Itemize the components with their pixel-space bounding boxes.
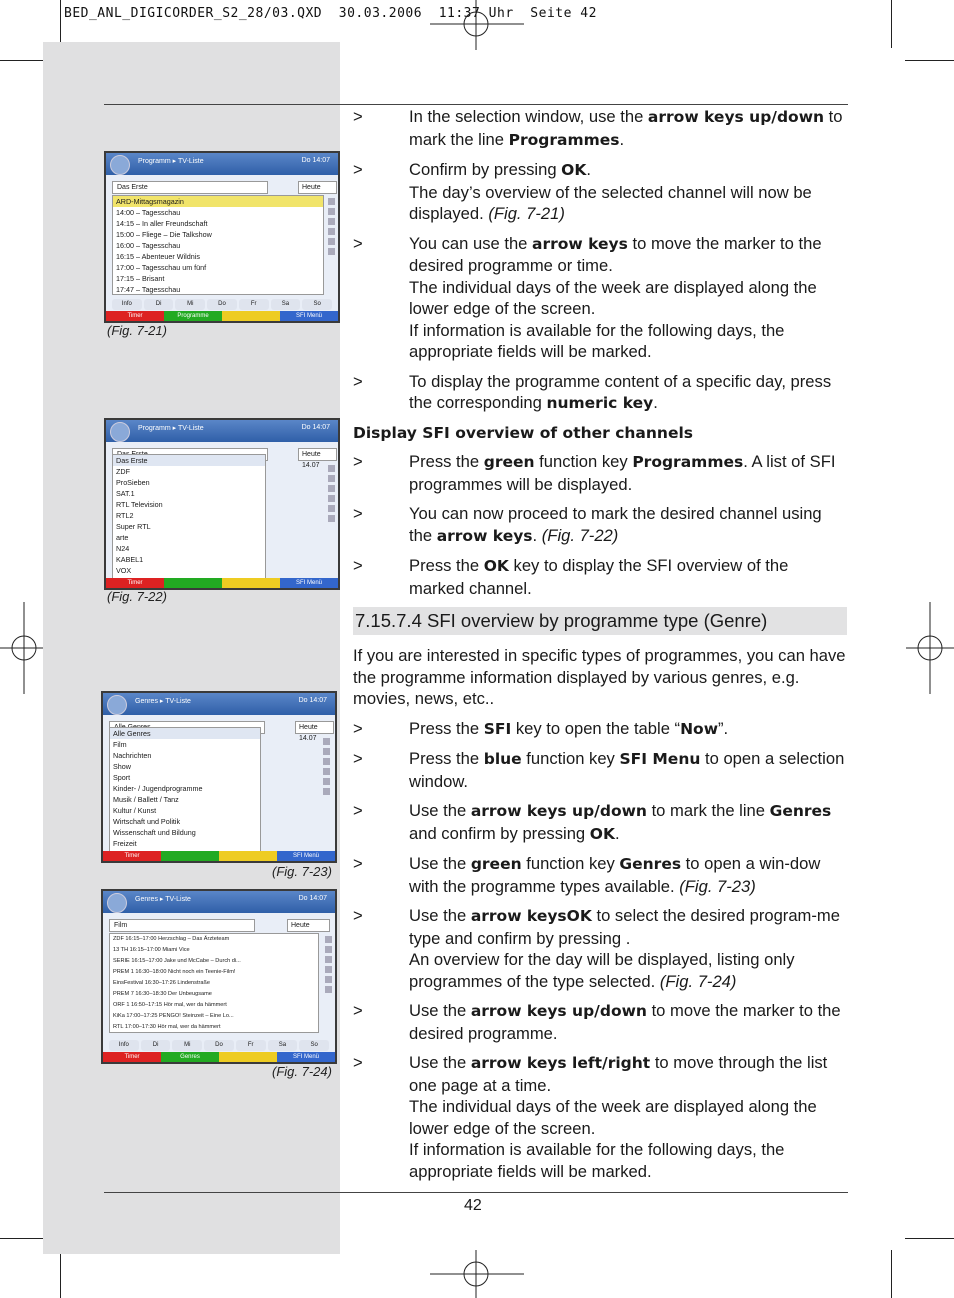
figure-7-24-screen: Genres ▸ TV-Liste Do 14:07 Film Heute ZDF 16:15–17:00 Herzschlag – Das Ärzteteam 13 TH 16:15–17:00 Miami Vice SERIE 16:15–17:00 Jake und McCabe – Durch di... PREM 1 16:30–18:00 Nicht noch ein Teenie-Film! EinsFestival 16:30–17:26 Lindenstraße PREM 7 16:30–18:30 Der Unbeugsame ORF 1 16:50–17:15 Hör mal, wer da hämmert KiKa 17:00–17:25 PENGO! Steinzeit – Eine Lo... RTL 17:00–17:30 Hör mal, wer da hämmert Info Di Mi Do Fr Sa So Timer Genres SFI Menü <box>101 889 337 1064</box>
bullet-marker: > <box>353 1053 363 1072</box>
key-term: OK <box>589 824 615 843</box>
crop-mark <box>891 0 892 48</box>
day-button: Di <box>144 299 174 310</box>
instruction-column <box>353 106 847 1190</box>
instruction-text: Use the arrow keys up/down to move the marker to the desired programme. <box>409 1001 841 1043</box>
instruction-text: Press the SFI key to open the table “Now”. <box>409 718 729 738</box>
instruction-note: An overview for the day will be displayed, listing only programmes of the type selected. (Fig. 7-24) <box>409 950 795 991</box>
day-button: Info <box>109 1040 139 1051</box>
instruction-note: The individual days of the week are displayed along the lower edge of the screen. <box>409 1097 817 1138</box>
section-heading: 7.15.7.4 SFI overview by programme type (Genre) <box>353 607 847 635</box>
file-header: BED_ANL_DIGICORDER_S2_28/03.QXD 30.03.2006 11:37 Uhr Seite 42 <box>64 6 597 21</box>
list-item: ARD-Mittagsmagazin <box>113 196 323 207</box>
instruction-item <box>353 1052 847 1182</box>
figure-7-22-screen: Programm ▸ TV-Liste Do 14:07 Heute 14.07 Das Erste ZDF ProSieben SAT.1 RTL Television RTL2 Super RTL arte N24 KABEL1 VOX Timer SFI Menü <box>104 418 340 590</box>
list-item: arte <box>116 533 129 542</box>
key-term: arrow keys up/down <box>470 1002 647 1020</box>
instruction-item <box>353 1000 847 1044</box>
list-item: Freizeit <box>113 839 137 848</box>
figure-caption: (Fig. 7-22) <box>107 589 167 604</box>
function-key: Timer <box>106 311 164 321</box>
key-term: Programmes <box>508 130 620 149</box>
list-item: 14:00 – Tagesschau <box>116 208 181 217</box>
key-term: arrow keys <box>436 526 533 545</box>
instruction-item <box>353 159 847 225</box>
function-key <box>222 311 280 321</box>
list-item: Film <box>113 740 127 749</box>
bullet-marker: > <box>353 1001 363 1020</box>
figure-caption: (Fig. 7-24) <box>272 1064 332 1079</box>
list-item: Musik / Ballett / Tanz <box>113 795 179 804</box>
day-button: Sa <box>268 1040 298 1051</box>
instruction-item <box>353 905 847 992</box>
key-term: arrow keys left/right <box>470 1054 651 1072</box>
function-key: SFI Menü <box>280 578 338 588</box>
top-rule <box>104 104 848 105</box>
list-item: 14:15 – In aller Freundschaft <box>116 219 208 228</box>
list-item: ZDF <box>116 467 130 476</box>
figure-caption: (Fig. 7-23) <box>272 864 332 879</box>
day-button: Fr <box>239 299 269 310</box>
list-item: 17:47 – Tagesschau <box>116 285 181 294</box>
figure-caption: (Fig. 7-21) <box>107 323 167 338</box>
bullet-marker: > <box>353 801 363 820</box>
bottom-rule <box>104 1192 848 1193</box>
list-item: SAT.1 <box>116 489 135 498</box>
key-term: Programmes <box>632 453 744 471</box>
function-key: SFI Menü <box>277 851 335 861</box>
crop-mark <box>0 60 48 61</box>
instruction-note: The individual days of the week are displayed along the lower edge of the screen. <box>409 277 817 318</box>
list-item: RTL2 <box>116 511 134 520</box>
key-term: Genres <box>619 855 682 873</box>
instruction-item <box>353 718 847 741</box>
key-term: arrow keys up/down <box>470 802 647 820</box>
key-term: arrow keys <box>532 234 628 253</box>
instruction-item <box>353 555 847 599</box>
instruction-item <box>353 371 847 415</box>
instruction-text: Confirm by pressing OK. <box>409 160 591 179</box>
crop-mark <box>905 60 954 61</box>
day-button: Fr <box>236 1040 266 1051</box>
registration-mark <box>906 602 954 694</box>
instruction-note: If information is available for the following days, the appropriate fields will be marked. <box>409 1140 785 1181</box>
key-term: numeric key <box>546 394 654 412</box>
list-item: PREM 1 16:30–18:00 Nicht noch ein Teenie-Film! <box>113 969 236 975</box>
function-key: Timer <box>106 578 164 588</box>
list-item: Wirtschaft und Politik <box>113 817 181 826</box>
crop-mark <box>905 1238 954 1239</box>
key-term: SFI <box>483 719 512 738</box>
bullet-marker: > <box>353 160 363 179</box>
bullet-marker: > <box>353 504 363 523</box>
instruction-text: To display the programme content of a specific day, press the corresponding numeric key. <box>409 371 832 412</box>
list-item: Show <box>113 762 131 771</box>
bullet-marker: > <box>353 233 363 253</box>
list-item: ProSieben <box>116 478 150 487</box>
instruction-text: You can use the arrow keys to move the marker to the desired programme or time. <box>409 233 822 275</box>
function-key: Genres <box>161 1052 219 1062</box>
crop-mark <box>60 0 61 48</box>
key-term: arrow keys <box>470 907 567 925</box>
function-key <box>164 578 222 588</box>
list-item: PREM 7 16:30–18:30 Der Unbeugsame <box>113 991 212 997</box>
crop-mark <box>891 1250 892 1298</box>
function-key <box>222 578 280 588</box>
figure-ref: (Fig. 7-21) <box>488 204 565 223</box>
instruction-item <box>353 853 847 897</box>
instruction-note: The day’s overview of the selected channel will now be displayed. (Fig. 7-21) <box>409 182 812 223</box>
key-term: Now <box>680 719 719 738</box>
list-item: KABEL1 <box>116 555 144 564</box>
key-term: green <box>470 855 522 873</box>
instruction-item <box>353 503 847 547</box>
list-item: 15:00 – Fliege – Die Talkshow <box>116 230 212 239</box>
bullet-marker: > <box>353 107 363 126</box>
function-key <box>161 851 219 861</box>
figure-7-21-screen: Programm ▸ TV-Liste Do 14:07 Das Erste Heute ARD-Mittagsmagazin 14:00 – Tagesschau 14:15 – In aller Freundschaft 15:00 – Fliege – Die Talkshow 16:00 – Tagesschau 16:15 – Abenteuer Wildnis 17:00 – Tagesschau um fünf 17:15 – Brisant 17:47 – Tagesschau Info Di Mi Do Fr Sa So Timer Programme SFI Menü <box>104 151 340 323</box>
day-button: Mi <box>175 299 205 310</box>
day-button: So <box>299 1040 329 1051</box>
figure-ref: (Fig. 7-23) <box>679 876 756 896</box>
list-item: Nachrichten <box>113 751 152 760</box>
list-item: 13 TH 16:15–17:00 Miami Vice <box>113 947 190 953</box>
instruction-text: You can now proceed to mark the desired channel using the arrow keys. (Fig. 7-22) <box>409 504 822 545</box>
bullet-marker: > <box>353 452 363 471</box>
list-item: SERIE 16:15–17:00 Jake und McCabe – Durch di... <box>113 958 241 964</box>
list-item: VOX <box>116 566 132 575</box>
instruction-item <box>353 233 847 363</box>
function-key: Timer <box>103 1052 161 1062</box>
day-button: Do <box>204 1040 234 1051</box>
list-item: RTL 17:00–17:30 Hör mal, wer da hämmert <box>113 1024 221 1030</box>
instruction-note: If information is available for the following days, the appropriate fields will be marked. <box>409 320 785 361</box>
day-button: Do <box>207 299 237 310</box>
list-item: Alle Genres <box>110 728 260 739</box>
instruction-text: Use the arrow keys left/right to move through the list one page at a time. <box>409 1053 828 1095</box>
bullet-marker: > <box>353 556 363 575</box>
bullet-marker: > <box>353 906 363 925</box>
day-button: Sa <box>271 299 301 310</box>
instruction-text: Press the OK key to display the SFI overview of the marked channel. <box>409 556 789 598</box>
list-item: Sport <box>113 773 131 782</box>
bullet-marker: > <box>353 371 363 391</box>
key-term: arrow keys up/down <box>647 108 825 126</box>
instruction-text: Use the arrow keys up/down to mark the line Genres and confirm by pressing OK. <box>409 801 832 843</box>
instruction-item <box>353 800 847 845</box>
function-key: SFI Menü <box>280 311 338 321</box>
list-item: Wissenschaft und Bildung <box>113 828 196 837</box>
list-item: 17:00 – Tagesschau um fünf <box>116 263 207 272</box>
function-key <box>219 851 277 861</box>
day-button: So <box>302 299 332 310</box>
function-key <box>219 1052 277 1062</box>
key-term: SFI Menu <box>619 750 701 768</box>
instruction-item <box>353 106 847 151</box>
instruction-item <box>353 748 847 792</box>
key-term: OK <box>561 161 587 179</box>
key-term: green <box>483 453 535 471</box>
key-term: OK <box>566 907 592 925</box>
subheading: Display SFI overview of other channels <box>353 423 694 442</box>
day-button: Mi <box>172 1040 202 1051</box>
key-term: OK <box>483 557 509 575</box>
list-item: 17:15 – Brisant <box>116 274 165 283</box>
instruction-text: Use the green function key Genres to open a win-dow with the programme types available. (Fig. 7-23) <box>409 854 821 896</box>
bullet-marker: > <box>353 749 363 768</box>
list-item: Kinder- / Jugendprogramme <box>113 784 203 793</box>
registration-mark <box>430 0 524 50</box>
list-item: 16:00 – Tagesschau <box>116 241 181 250</box>
figure-ref: (Fig. 7-22) <box>541 525 619 545</box>
list-item: ZDF 16:15–17:00 Herzschlag – Das Ärzteteam <box>113 936 230 942</box>
list-item: Das Erste <box>113 455 265 466</box>
day-button: Di <box>141 1040 171 1051</box>
list-item: EinsFestival 16:30–17:26 Lindenstraße <box>113 980 211 986</box>
crop-mark <box>0 1238 48 1239</box>
key-term: Genres <box>769 802 832 820</box>
intro-paragraph: If you are interested in specific types of programmes, you can have the programme information displayed by various genres, e.g. movies, news, etc.. <box>353 646 846 708</box>
function-key: Programme <box>164 311 222 321</box>
registration-mark <box>0 602 48 694</box>
list-item: 16:15 – Abenteuer Wildnis <box>116 252 200 261</box>
list-item: ORF 1 16:50–17:15 Hör mal, wer da hämmert <box>113 1002 227 1008</box>
instruction-text: Press the blue function key SFI Menu to open a selection window. <box>409 749 845 791</box>
key-term: blue <box>483 750 522 768</box>
bullet-marker: > <box>353 854 363 873</box>
instruction-text: In the selection window, use the arrow keys up/down to mark the line Programmes. <box>409 107 843 149</box>
function-key: SFI Menü <box>277 1052 335 1062</box>
page-number: 42 <box>464 1197 482 1214</box>
figure-7-23-screen: Genres ▸ TV-Liste Do 14:07 Heute 14.07 Alle Genres Film Nachrichten Show Sport Kinder- / Jugendprogramme Musik / Ballett / Tanz Kultur / Kunst Wirtschaft und Politik Wissenschaft und Bildung Freizeit Timer SFI Menü <box>101 691 337 863</box>
instruction-text: Press the green function key Programmes. A list of SFI programmes will be displayed. <box>409 452 836 494</box>
crop-mark <box>60 1250 61 1298</box>
list-item: N24 <box>116 544 130 553</box>
list-item: Kultur / Kunst <box>113 806 157 815</box>
instruction-item <box>353 451 847 495</box>
day-button: Info <box>112 299 142 310</box>
bullet-marker: > <box>353 718 363 738</box>
function-key: Timer <box>103 851 161 861</box>
list-item: Super RTL <box>116 522 151 531</box>
list-item: KiKa 17:00–17:25 PENGO! Steinzeit – Eine Lo... <box>113 1013 234 1019</box>
registration-mark <box>430 1250 524 1298</box>
instruction-text: Use the arrow keysOK to select the desired program-me type and confirm by pressing . <box>409 906 840 948</box>
list-item: RTL Television <box>116 500 163 509</box>
figure-ref: (Fig. 7-24) <box>659 971 737 991</box>
